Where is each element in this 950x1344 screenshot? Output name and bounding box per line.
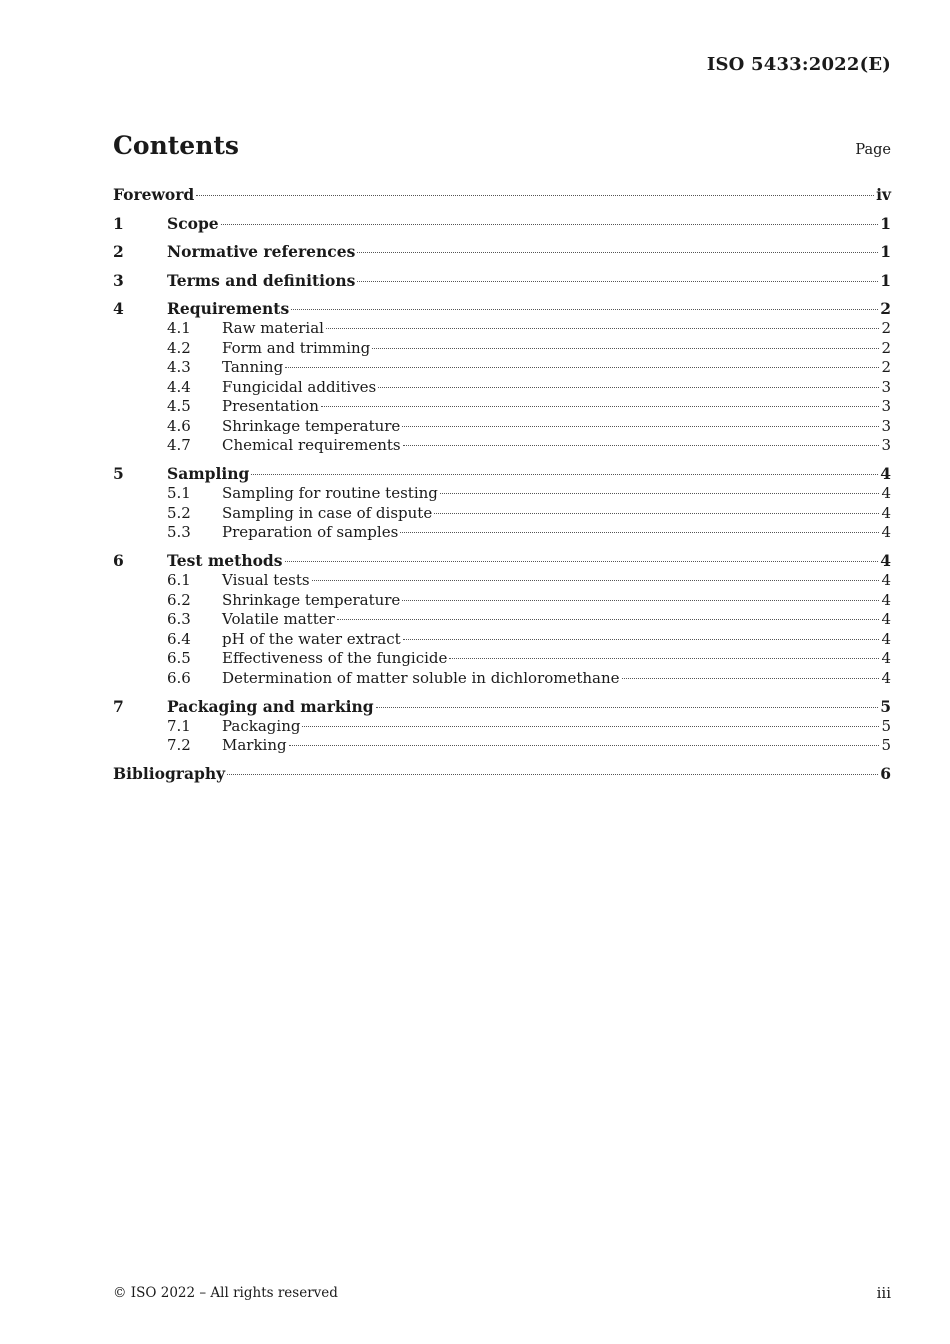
toc-entry-title: Packaging (222, 716, 301, 735)
toc-entry-title: Visual tests (222, 571, 310, 589)
toc-entry-title: Packaging and marking (167, 696, 374, 716)
toc-entry-page: 4 (881, 571, 891, 589)
toc-entry-subclause-4-1[interactable] (113, 319, 891, 339)
leader-dots (402, 426, 879, 427)
clause-number: 5 (113, 464, 124, 483)
toc-entry-title: Presentation (222, 397, 319, 415)
toc-entry-title: Raw material (222, 319, 324, 337)
toc-entry-page: 4 (881, 668, 891, 687)
toc-entry-page: 4 (881, 610, 891, 628)
clause-number: 7 (113, 696, 124, 716)
toc-entry-subclause-5-1[interactable] (113, 484, 891, 504)
toc-entry-clause-5[interactable] (113, 464, 891, 484)
toc-entry-subclause-4-2[interactable] (113, 339, 891, 359)
toc-entry-title: Requirements (167, 299, 290, 318)
toc-entry-page: 2 (880, 299, 891, 318)
toc-entry-page: 3 (881, 397, 891, 415)
leader-dots (357, 252, 878, 253)
toc-entry-page: 4 (881, 503, 891, 522)
leader-dots (440, 493, 879, 494)
toc-entry-title: Bibliography (113, 764, 226, 783)
leader-dots (285, 367, 879, 368)
toc-entry-page: 5 (881, 736, 891, 754)
toc-entry-clause-7[interactable] (113, 697, 891, 717)
leader-dots (291, 309, 878, 310)
toc-entry-page: 1 (880, 213, 891, 233)
toc-entry-page: 3 (881, 377, 891, 396)
leader-dots (622, 678, 880, 679)
toc-entry-subclause-7-1[interactable] (113, 717, 891, 737)
subclause-number: 4.3 (167, 358, 191, 376)
subclause-number: 7.1 (167, 716, 191, 735)
contents-heading: Contents (113, 131, 240, 160)
toc-entry-page: 4 (880, 464, 891, 483)
toc-entry-page: 4 (881, 523, 891, 541)
toc-entry-subclause-6-2[interactable] (113, 591, 891, 611)
table-of-contents (113, 185, 891, 784)
toc-entry-subclause-5-3[interactable] (113, 523, 891, 543)
toc-entry-title: Terms and definitions (167, 270, 356, 290)
clause-number: 2 (113, 242, 124, 261)
leader-dots (403, 445, 879, 446)
toc-entry-title: Sampling for routine testing (222, 484, 438, 502)
subclause-number: 5.2 (167, 503, 191, 522)
toc-entry-title: Scope (167, 213, 219, 233)
toc-entry-page: 6 (880, 764, 891, 783)
leader-dots (285, 561, 879, 562)
subclause-number: 4.4 (167, 377, 191, 396)
clause-number: 1 (113, 213, 124, 233)
clause-number: 3 (113, 270, 124, 290)
leader-dots (321, 406, 879, 407)
subclause-number: 6.1 (167, 571, 191, 589)
subclause-number: 6.3 (167, 610, 191, 628)
toc-entry-page: 3 (881, 416, 891, 435)
toc-entry-subclause-7-2[interactable] (113, 736, 891, 756)
subclause-number: 6.4 (167, 629, 191, 648)
toc-entry-foreword[interactable] (113, 185, 891, 205)
toc-entry-subclause-4-6[interactable] (113, 417, 891, 437)
toc-entry-page: 4 (881, 484, 891, 502)
toc-entry-title: Volatile matter (222, 610, 335, 628)
toc-clauses (113, 214, 891, 756)
toc-entry-title: Determination of matter soluble in dichloromethane (222, 668, 620, 687)
toc-entry-subclause-4-4[interactable] (113, 378, 891, 398)
toc-entry-subclause-6-3[interactable] (113, 610, 891, 630)
leader-dots (312, 580, 879, 581)
toc-entry-title: Test methods (167, 551, 283, 570)
toc-entry-page: 1 (880, 242, 891, 261)
toc-entry-title: Form and trimming (222, 338, 371, 357)
clause-number: 4 (113, 299, 124, 318)
toc-entry-page: 4 (880, 551, 891, 570)
toc-entry-subclause-5-2[interactable] (113, 504, 891, 524)
toc-entry-page: 3 (881, 436, 891, 454)
toc-entry-page: 2 (881, 319, 891, 337)
subclause-number: 4.1 (167, 319, 191, 337)
subclause-number: 7.2 (167, 736, 191, 754)
document-id: ISO 5433:2022(E) (706, 54, 891, 75)
leader-dots (289, 745, 879, 746)
toc-entry-clause-2[interactable] (113, 242, 891, 262)
toc-entry-clause-3[interactable] (113, 271, 891, 291)
toc-entry-title: Foreword (113, 185, 195, 204)
leader-dots (402, 600, 879, 601)
subclause-number: 6.6 (167, 668, 191, 687)
page-column-label: Page (855, 142, 891, 158)
toc-entry-subclause-6-1[interactable] (113, 571, 891, 591)
subclause-number: 4.5 (167, 397, 191, 415)
toc-entry-bibliography[interactable] (113, 764, 891, 784)
leader-dots (372, 348, 879, 349)
toc-entry-page: 5 (880, 696, 891, 716)
toc-entry-page: 5 (881, 716, 891, 735)
toc-entry-clause-1[interactable] (113, 214, 891, 234)
toc-entry-subclause-4-5[interactable] (113, 397, 891, 417)
toc-entry-page: 4 (881, 629, 891, 648)
toc-entry-page: 4 (881, 649, 891, 667)
toc-entry-page: 4 (881, 590, 891, 609)
toc-entry-title: pH of the water extract (222, 629, 401, 648)
toc-entry-subclause-6-4[interactable] (113, 630, 891, 650)
toc-entry-clause-4[interactable] (113, 299, 891, 319)
leader-dots (251, 474, 878, 475)
toc-entry-title: Shrinkage temperature (222, 590, 401, 609)
leader-dots (302, 726, 879, 727)
toc-entry-page: 2 (881, 338, 891, 357)
toc-entry-title: Chemical requirements (222, 436, 401, 454)
subclause-number: 5.1 (167, 484, 191, 502)
leader-dots (196, 195, 874, 196)
leader-dots (449, 658, 879, 659)
leader-dots (400, 532, 879, 533)
toc-entry-title: Tanning (222, 358, 284, 376)
leader-dots (378, 387, 879, 388)
leader-dots (434, 513, 879, 514)
toc-entry-subclause-6-6[interactable] (113, 669, 891, 689)
leader-dots (227, 774, 878, 775)
page-number: iii (876, 1284, 891, 1302)
leader-dots (337, 619, 879, 620)
clause-number: 6 (113, 551, 124, 570)
toc-entry-title: Normative references (167, 242, 356, 261)
subclause-number: 6.2 (167, 590, 191, 609)
toc-entry-title: Preparation of samples (222, 523, 399, 541)
subclause-number: 4.6 (167, 416, 191, 435)
toc-entry-page: 1 (880, 270, 891, 290)
subclause-number: 5.3 (167, 523, 191, 541)
toc-entry-title: Sampling (167, 464, 250, 483)
toc-entry-subclause-6-5[interactable] (113, 649, 891, 669)
subclause-number: 4.7 (167, 436, 191, 454)
leader-dots (357, 281, 878, 282)
subclause-number: 6.5 (167, 649, 191, 667)
copyright-notice: © ISO 2022 – All rights reserved (113, 1285, 338, 1301)
toc-entry-clause-6[interactable] (113, 551, 891, 571)
leader-dots (376, 707, 879, 708)
toc-entry-title: Effectiveness of the fungicide (222, 649, 448, 667)
toc-entry-subclause-4-3[interactable] (113, 358, 891, 378)
leader-dots (403, 639, 879, 640)
toc-entry-subclause-4-7[interactable] (113, 436, 891, 456)
subclause-number: 4.2 (167, 338, 191, 357)
leader-dots (221, 224, 879, 225)
leader-dots (326, 328, 879, 329)
toc-entry-title: Marking (222, 736, 287, 754)
toc-entry-page: iv (876, 185, 891, 204)
toc-entry-title: Shrinkage temperature (222, 416, 401, 435)
toc-entry-title: Fungicidal additives (222, 377, 377, 396)
toc-entry-page: 2 (881, 358, 891, 376)
toc-entry-title: Sampling in case of dispute (222, 503, 433, 522)
